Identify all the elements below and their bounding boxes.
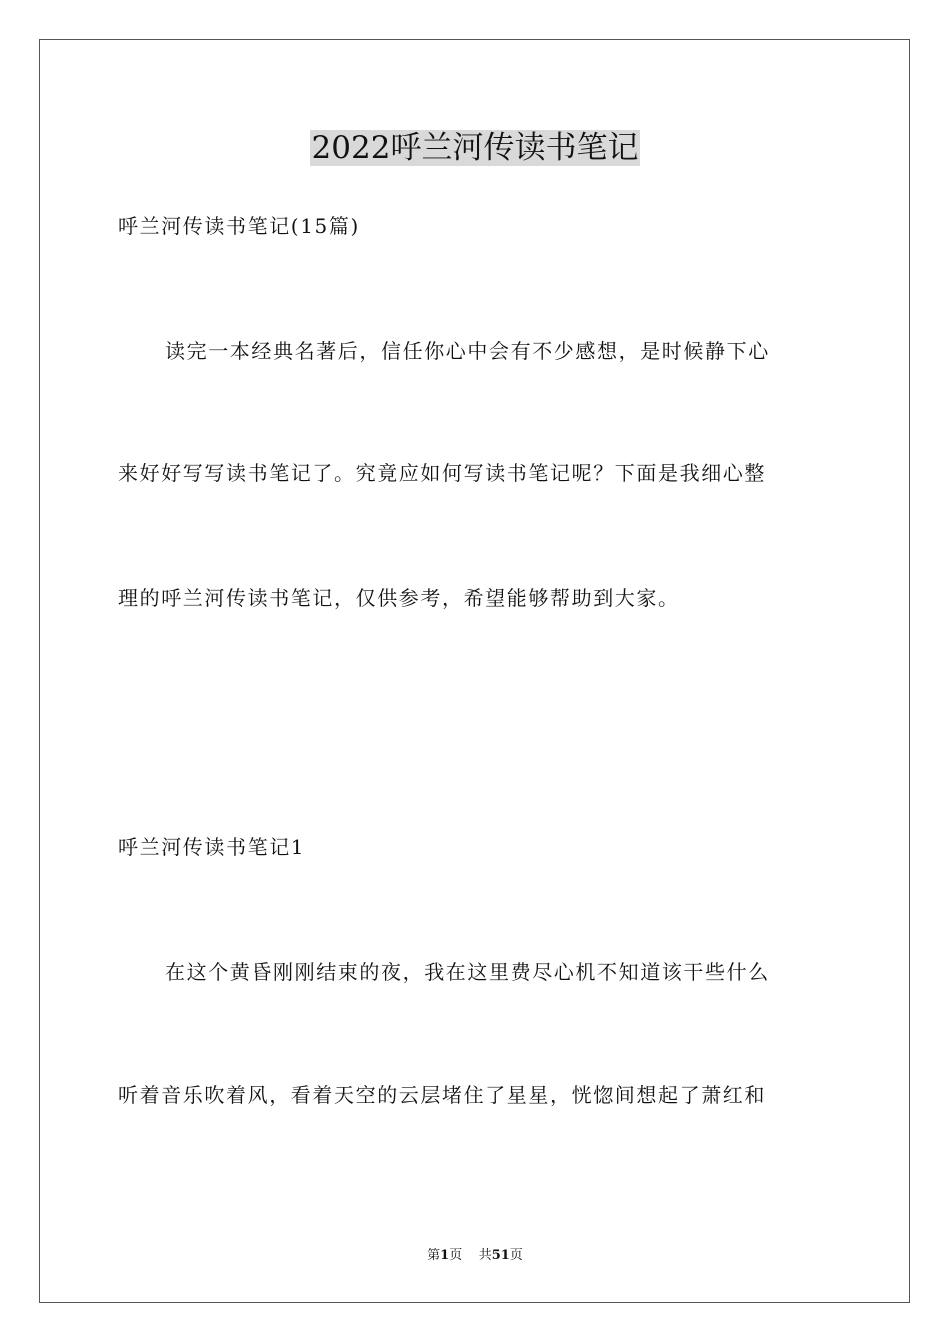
section-line: 在这个黄昏刚刚结束的夜，我在这里费尽心机不知道该干些什么 xyxy=(165,960,770,984)
total-pages: 51 xyxy=(491,1248,510,1263)
section-line: 听着音乐吹着风，看着天空的云层堵住了星星，恍惚间想起了萧红和 xyxy=(118,1083,766,1107)
intro-line: 来好好写写读书笔记了。究竟应如何写读书笔记呢？下面是我细心整 xyxy=(118,461,766,485)
subtitle: 呼兰河传读书笔记(15篇) xyxy=(118,214,360,238)
document-title xyxy=(0,124,950,172)
page-number: 1 xyxy=(440,1248,450,1263)
page-prefix: 第 xyxy=(427,1248,441,1263)
total-suffix: 页 xyxy=(509,1248,523,1263)
section-heading: 呼兰河传读书笔记1 xyxy=(118,835,306,859)
document-title-text: 2022呼兰河传读书笔记 xyxy=(311,130,639,166)
page-suffix: 页 xyxy=(449,1248,463,1263)
intro-line: 读完一本经典名著后，信任你心中会有不少感想，是时候静下心 xyxy=(165,339,770,363)
page-footer xyxy=(0,1247,950,1265)
intro-line: 理的呼兰河传读书笔记，仅供参考，希望能够帮助到大家。 xyxy=(118,586,680,610)
total-prefix: 共 xyxy=(478,1248,492,1263)
